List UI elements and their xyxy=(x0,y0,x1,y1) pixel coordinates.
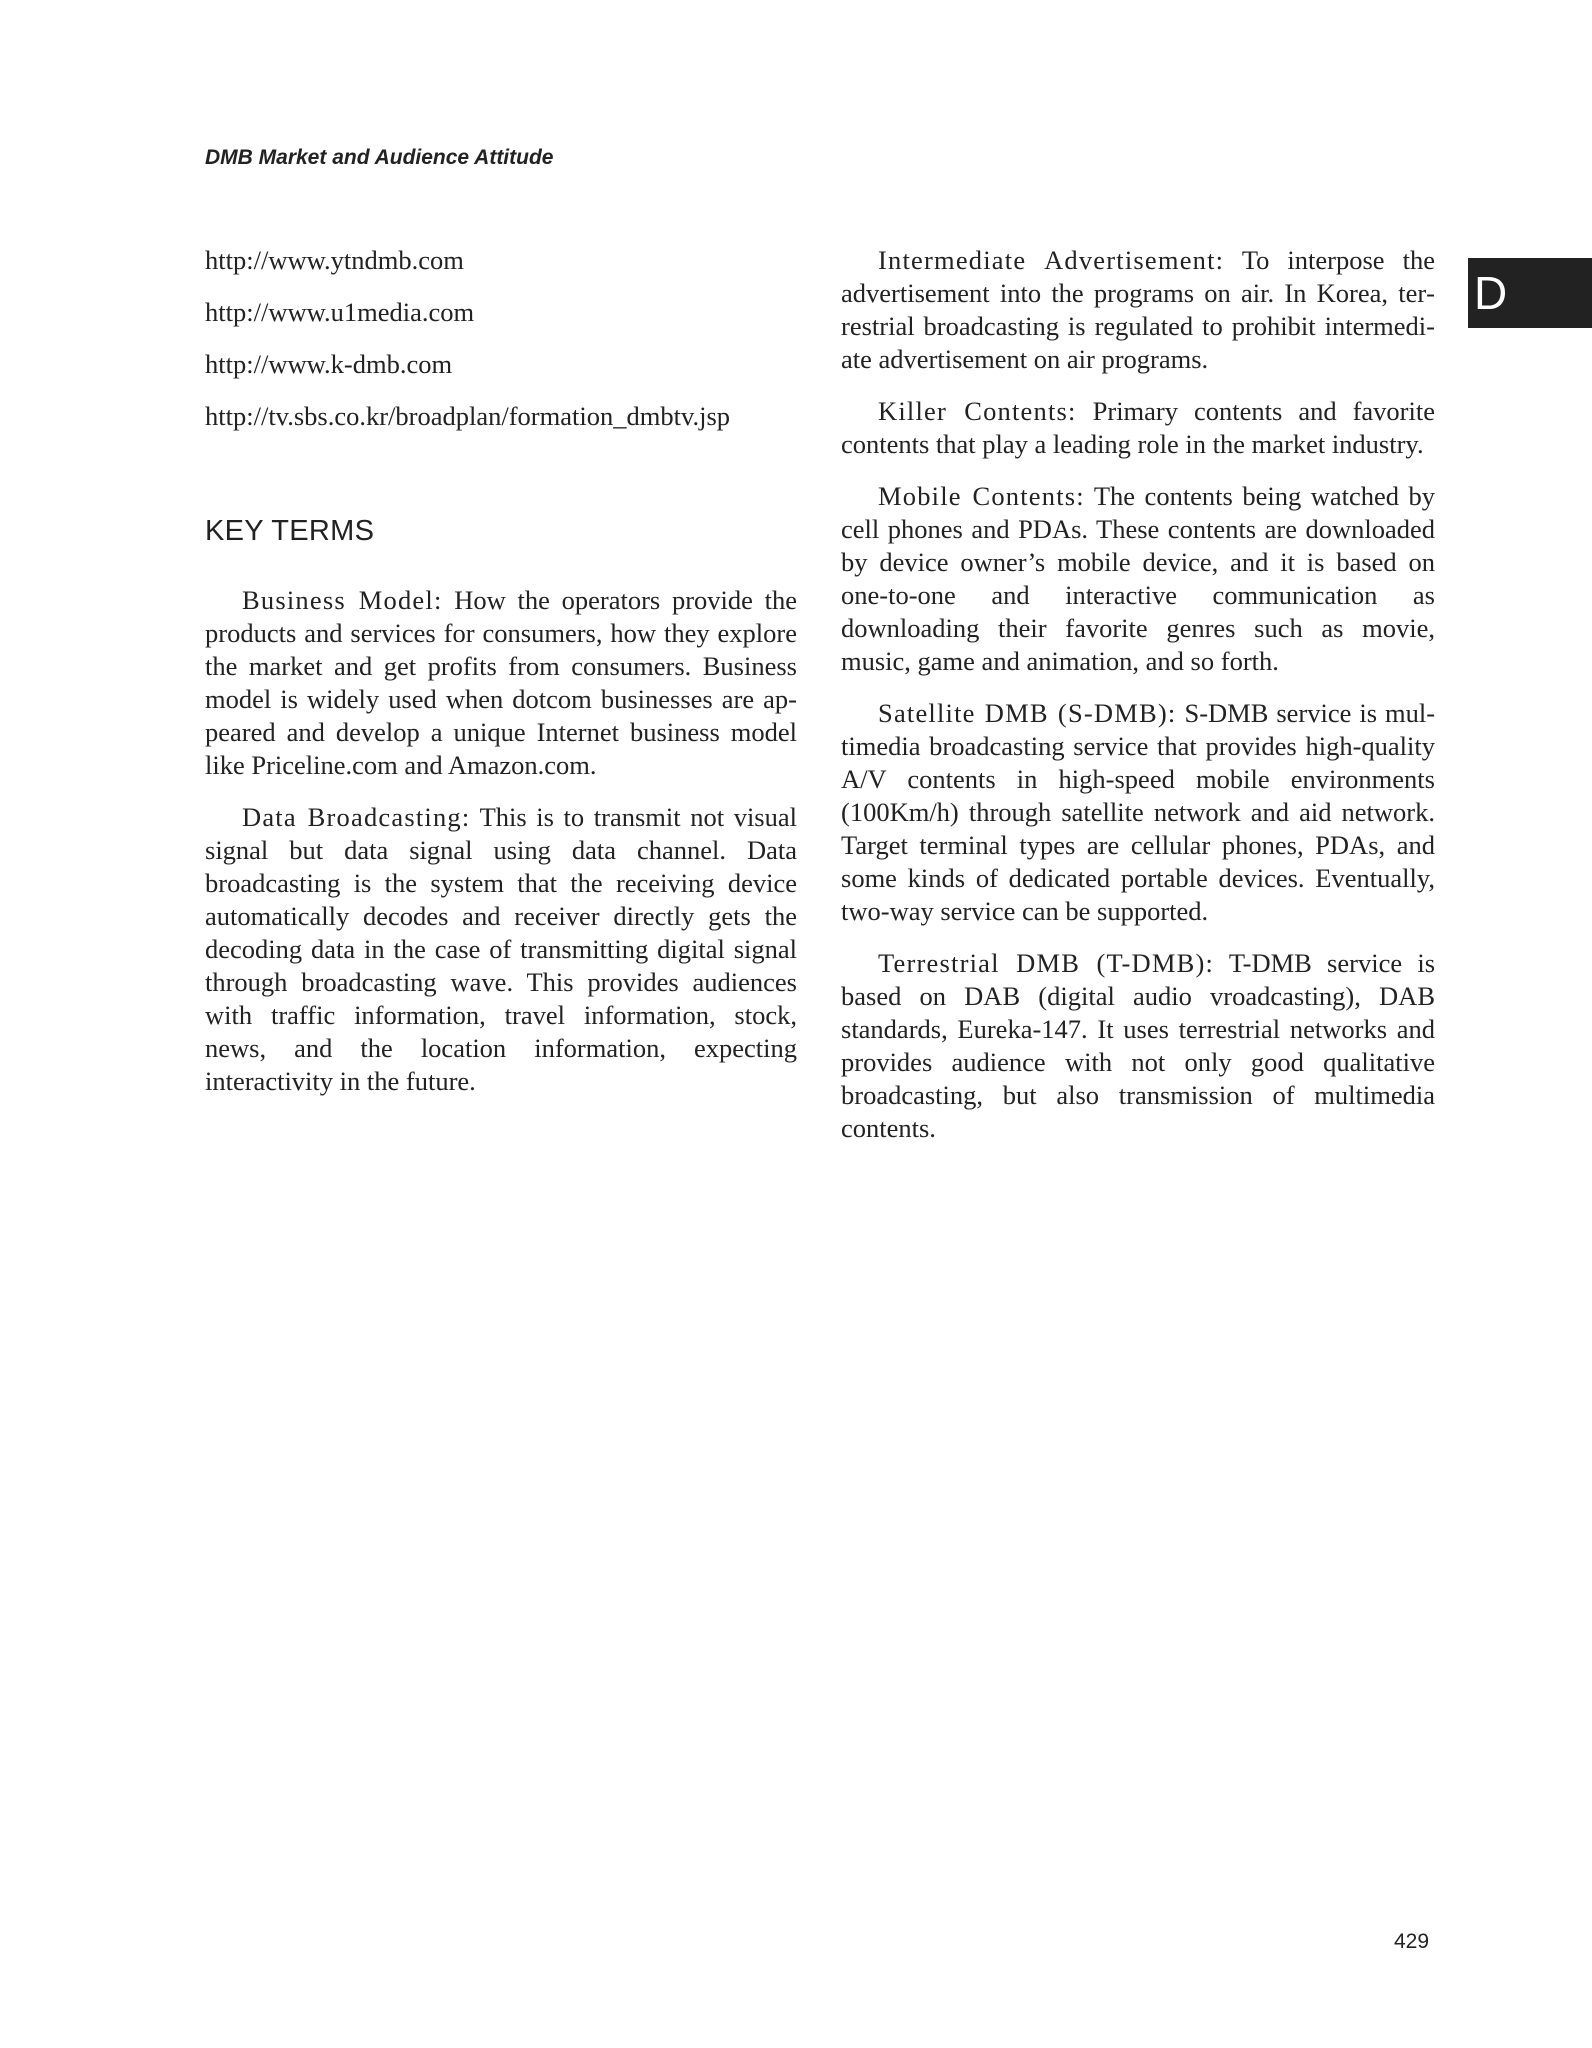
page-number: 429 xyxy=(1394,1930,1430,1953)
term-name: Satellite DMB (S-DMB): xyxy=(878,698,1177,728)
term-definition: How the operators provide the products and services for consumers, how they explore the market and get profits from consumers. Business model is widely used when dotcom businesses are appeared and develop a unique Internet business model like Priceline.com and Amazon.com. xyxy=(205,585,798,780)
term-name: Data Broadcasting: xyxy=(242,802,471,832)
key-term-killer-contents xyxy=(841,395,1435,461)
term-name: Killer Contents: xyxy=(878,396,1077,426)
term-name: Intermediate Advertisement: xyxy=(878,245,1225,275)
term-definition: T-DMB service is based on DAB (digital audio vroadcasting), DAB standards, Eureka-147. It uses terrestrial networks and provides audience with not only good qualitative broadcasting, but also transmission of multimedia contents. xyxy=(841,948,1436,1143)
term-definition: Primary contents and favorite contents that play a leading role in the market industry. xyxy=(841,396,1435,459)
key-term-mobile-contents xyxy=(841,480,1435,678)
key-term-intermediate-advertisement xyxy=(841,244,1435,376)
term-definition: This is to transmit not visual signal but data signal using data channel. Data broadcasting is the system that the receiving device automatically decodes and receiver directly gets the decoding data in the case of transmitting digital signal through broadcasting wave. This provides audiences with traffic information, travel information, stock, news, and the location information, expecting interactivity in the future. xyxy=(205,802,797,1096)
reference-url[interactable]: http://www.k-dmb.com xyxy=(205,349,453,379)
term-definition: The contents being watched by cell phones and PDAs. These contents are downloaded by device owner’s mobile device, and it is based on one-to-one and interactive communication as downloading their favorite genres such as movie, music, game and animation, and so forth. xyxy=(841,481,1435,676)
term-definition: S-DMB service is multimedia broadcasting service that provides high-quality A/V contents in high-speed mobile environments (100Km/h) through satellite network and aid network. Target terminal types are cellular phones, PDAs, and some kinds of dedicated portable devices. Eventually, two-way service can be supported. xyxy=(841,698,1436,926)
reference-url[interactable]: http://www.u1media.com xyxy=(205,297,475,327)
reference-url[interactable]: http://www.ytndmb.com xyxy=(205,245,464,275)
section-thumb-tab: D xyxy=(1468,258,1592,328)
key-term-terrestrial-dmb xyxy=(841,947,1435,1145)
term-name: Terrestrial DMB (T-DMB): xyxy=(878,948,1215,978)
reference-url[interactable]: http://tv.sbs.co.kr/broadplan/formation_dmbtv.jsp xyxy=(205,401,731,431)
key-term-data-broadcasting xyxy=(205,801,797,1098)
term-definition: To interpose the advertisement into the programs on air. In Korea, terrestrial broadcasting is regulated to prohibit intermediate advertisement on air programs. xyxy=(841,245,1435,374)
key-terms-heading: KEY TERMS xyxy=(205,515,375,547)
term-name: Mobile Contents: xyxy=(878,481,1085,511)
key-term-satellite-dmb xyxy=(841,697,1435,928)
left-column xyxy=(205,244,797,1117)
key-term-business-model xyxy=(205,584,797,782)
right-column xyxy=(841,244,1435,1164)
running-header: DMB Market and Audience Attitude xyxy=(205,146,554,169)
term-name: Business Model: xyxy=(242,585,443,615)
